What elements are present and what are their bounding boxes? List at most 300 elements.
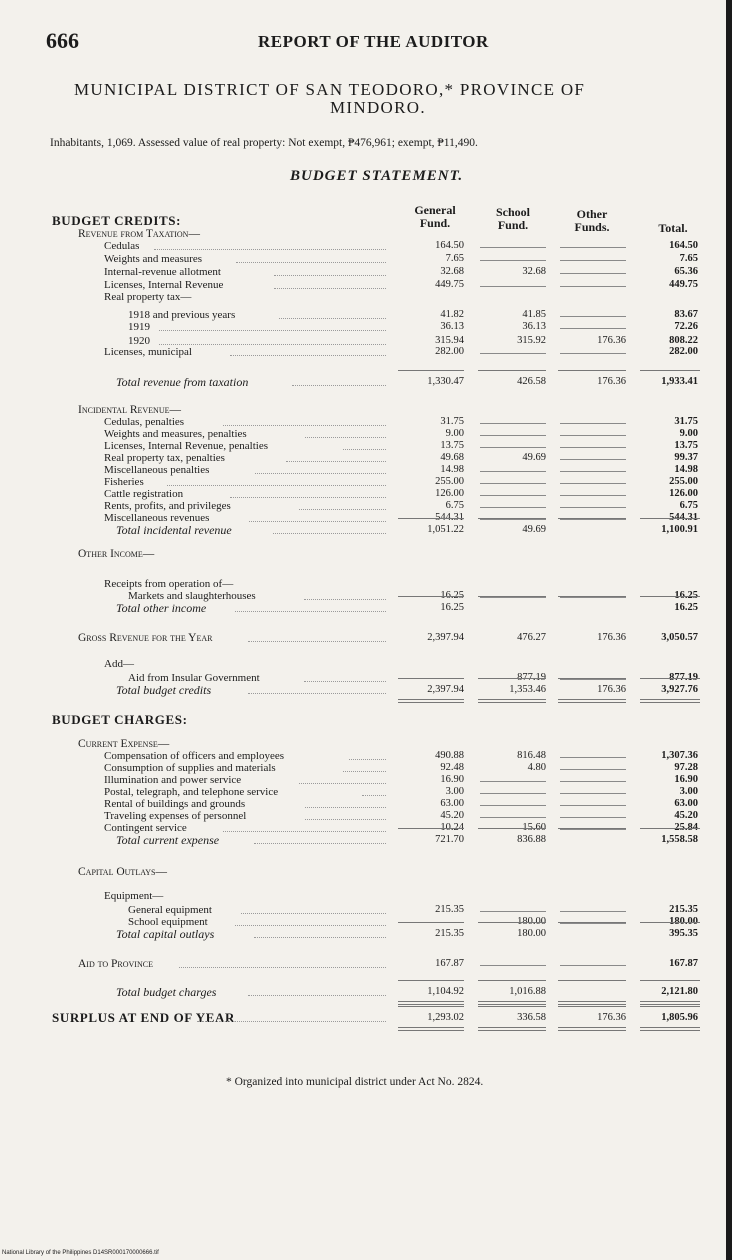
- empty-cell-rule: [560, 507, 626, 508]
- empty-cell-rule: [480, 435, 546, 436]
- leader-dots: [305, 437, 386, 438]
- value-total: 9.00: [679, 428, 698, 439]
- row-label: BUDGET CREDITS:: [52, 213, 182, 228]
- value-total: 255.00: [669, 476, 698, 487]
- table-row: [0, 488, 732, 500]
- value-general-fund: 31.75: [440, 416, 464, 427]
- value-school-fund: 36.13: [522, 321, 546, 332]
- double-rule: [478, 1001, 546, 1005]
- leader-dots: [230, 355, 386, 356]
- table-row: [0, 714, 732, 726]
- table-row: [0, 500, 732, 512]
- row-label: Real property tax—: [104, 291, 192, 303]
- value-school-fund: 476.27: [517, 632, 546, 643]
- value-general-fund: 49.68: [440, 452, 464, 463]
- value-total: 395.35: [669, 928, 698, 939]
- leader-dots: [235, 925, 386, 926]
- total-rule: [398, 828, 464, 829]
- value-general-fund: 3.00: [445, 786, 464, 797]
- value-school-fund: 180.00: [517, 916, 546, 927]
- empty-cell-rule: [560, 817, 626, 818]
- value-general-fund: 215.35: [435, 928, 464, 939]
- row-label: BUDGET CHARGES:: [52, 712, 188, 727]
- value-general-fund: 32.68: [440, 266, 464, 277]
- row-label: Weights and measures: [104, 253, 203, 265]
- value-general-fund: 255.00: [435, 476, 464, 487]
- value-total: 1,307.36: [661, 750, 698, 761]
- total-rule: [640, 370, 700, 371]
- empty-cell-rule: [560, 459, 626, 460]
- empty-cell-rule: [560, 923, 626, 924]
- total-rule: [640, 1006, 700, 1007]
- leader-dots: [273, 533, 386, 534]
- table-row: [0, 404, 732, 416]
- row-label: Licenses, Internal Revenue, penalties: [104, 440, 269, 452]
- table-row: [0, 309, 732, 321]
- row-label: Licenses, Internal Revenue: [104, 279, 224, 291]
- value-general-fund: 167.87: [435, 958, 464, 969]
- value-general-fund: 2,397.94: [427, 632, 464, 643]
- value-general-fund: 315.94: [435, 335, 464, 346]
- leader-dots: [304, 599, 386, 600]
- row-label: Postal, telegraph, and telephone service: [104, 786, 279, 798]
- total-rule: [398, 596, 464, 597]
- empty-cell-rule: [560, 757, 626, 758]
- total-rule: [640, 980, 700, 981]
- table-row: [0, 798, 732, 810]
- row-label: Add—: [104, 658, 134, 670]
- empty-cell-rule: [560, 273, 626, 274]
- empty-cell-rule: [560, 793, 626, 794]
- double-rule: [478, 1027, 546, 1031]
- value-school-fund: 426.58: [517, 376, 546, 387]
- row-label: Rental of buildings and grounds: [104, 798, 246, 810]
- table-row: [0, 279, 732, 291]
- table-row: [0, 416, 732, 428]
- empty-cell-rule: [560, 483, 626, 484]
- value-total: 126.00: [669, 488, 698, 499]
- total-rule: [398, 518, 464, 519]
- document-title-line-2: MINDORO.: [330, 98, 426, 117]
- total-rule: [558, 678, 626, 679]
- table-row: [0, 602, 732, 614]
- value-total: 3,927.76: [661, 684, 698, 695]
- leader-dots: [362, 795, 386, 796]
- table-row: [0, 215, 732, 227]
- value-general-fund: 449.75: [435, 279, 464, 290]
- leader-dots: [305, 807, 386, 808]
- empty-cell-rule: [480, 260, 546, 261]
- document-title-line-1: MUNICIPAL DISTRICT OF SAN TEODORO,* PROVINCE OF: [74, 80, 586, 99]
- inhabitants-line: Inhabitants, 1,069. Assessed value of real property: Not exempt, ₱476,961; exempt, ₱11,490.: [50, 137, 478, 149]
- row-label: Consumption of supplies and materials: [104, 762, 276, 774]
- row-label: Revenue from Taxation—: [78, 228, 200, 240]
- value-total: 6.75: [679, 500, 698, 511]
- leader-dots: [274, 275, 386, 276]
- row-label: Licenses, municipal: [104, 346, 192, 358]
- total-rule: [640, 828, 700, 829]
- value-total: 65.36: [674, 266, 698, 277]
- value-general-fund: 92.48: [440, 762, 464, 773]
- table-row: [0, 890, 732, 902]
- value-total: 808.22: [669, 335, 698, 346]
- empty-cell-rule: [560, 911, 626, 912]
- value-school-fund: 180.00: [517, 928, 546, 939]
- leader-dots: [223, 831, 386, 832]
- empty-cell-rule: [560, 447, 626, 448]
- value-general-fund: 14.98: [440, 464, 464, 475]
- leader-dots: [299, 783, 386, 784]
- table-row: [0, 548, 732, 560]
- value-general-fund: 36.13: [440, 321, 464, 332]
- empty-cell-rule: [560, 495, 626, 496]
- row-label: School equipment: [128, 916, 208, 928]
- total-rule: [558, 370, 626, 371]
- row-label: General equipment: [128, 904, 212, 916]
- table-row: [0, 428, 732, 440]
- empty-cell-rule: [480, 507, 546, 508]
- value-total: 14.98: [674, 464, 698, 475]
- value-total: 45.20: [674, 810, 698, 821]
- leader-dots: [343, 449, 386, 450]
- leader-dots: [254, 937, 386, 938]
- leader-dots: [286, 461, 386, 462]
- row-label: Total budget credits: [116, 683, 212, 697]
- table-row: [0, 928, 732, 940]
- value-total: 13.75: [674, 440, 698, 451]
- scan-imprint: National Library of the Philippines D14SR000170000666.tif: [2, 1250, 159, 1256]
- table-row: [0, 452, 732, 464]
- row-label: Incidental Revenue—: [78, 404, 181, 416]
- value-total: 3.00: [679, 786, 698, 797]
- value-total: 72.26: [674, 321, 698, 332]
- total-rule: [558, 828, 626, 829]
- value-other-funds: 176.36: [597, 335, 626, 346]
- row-label: SURPLUS AT END OF YEAR: [52, 1010, 235, 1025]
- value-school-fund: 49.69: [522, 452, 546, 463]
- value-general-fund: 164.50: [435, 240, 464, 251]
- running-head: REPORT OF THE AUDITOR: [258, 32, 489, 51]
- value-general-fund: 16.90: [440, 774, 464, 785]
- total-rule: [478, 828, 546, 829]
- table-row: [0, 684, 732, 696]
- value-general-fund: 1,104.92: [427, 986, 464, 997]
- empty-cell-rule: [480, 286, 546, 287]
- empty-cell-rule: [560, 829, 626, 830]
- value-total: 1,100.91: [661, 524, 698, 535]
- column-header-school-fund: School Fund.: [495, 205, 530, 232]
- value-general-fund: 41.82: [440, 309, 464, 320]
- value-general-fund: 63.00: [440, 798, 464, 809]
- value-school-fund: 336.58: [517, 1012, 546, 1023]
- value-total: 215.35: [669, 904, 698, 915]
- table-row: [0, 228, 732, 240]
- empty-cell-rule: [480, 911, 546, 912]
- double-rule: [398, 1027, 464, 1031]
- value-total: 1,805.96: [661, 1012, 698, 1023]
- table-row: [0, 774, 732, 786]
- row-label: 1919: [128, 321, 150, 333]
- table-row: [0, 904, 732, 916]
- row-label: Real property tax, penalties: [104, 452, 225, 464]
- row-label: Receipts from operation of—: [104, 578, 234, 590]
- value-total: 3,050.57: [661, 632, 698, 643]
- total-rule: [478, 518, 546, 519]
- row-label: Rents, profits, and privileges: [104, 500, 231, 512]
- row-label: Total revenue from taxation: [116, 375, 249, 389]
- empty-cell-rule: [480, 781, 546, 782]
- row-label: 1918 and previous years: [128, 309, 236, 321]
- empty-cell-rule: [560, 769, 626, 770]
- value-school-fund: 1,353.46: [509, 684, 546, 695]
- leader-dots: [249, 521, 386, 522]
- empty-cell-rule: [560, 519, 626, 520]
- value-other-funds: 176.36: [597, 1012, 626, 1023]
- value-total: 167.87: [669, 958, 698, 969]
- value-total: 2,121.80: [661, 986, 698, 997]
- leader-dots: [167, 485, 386, 486]
- empty-cell-rule: [560, 423, 626, 424]
- value-general-fund: 1,051.22: [427, 524, 464, 535]
- table-row: [0, 266, 732, 278]
- leader-dots: [197, 1021, 386, 1022]
- value-total: 63.00: [674, 798, 698, 809]
- value-total: 7.65: [679, 253, 698, 264]
- empty-cell-rule: [560, 679, 626, 680]
- value-school-fund: 315.92: [517, 335, 546, 346]
- leader-dots: [159, 344, 386, 345]
- value-total: 1,558.58: [661, 834, 698, 845]
- table-row: [0, 321, 732, 333]
- table-row: [0, 240, 732, 252]
- value-general-fund: 2,397.94: [427, 684, 464, 695]
- value-general-fund: 10.24: [440, 822, 464, 833]
- row-label: Illumination and power service: [104, 774, 242, 786]
- value-total: 16.90: [674, 774, 698, 785]
- row-label: Weights and measures, penalties: [104, 428, 247, 440]
- value-total: 282.00: [669, 346, 698, 357]
- value-total: 16.25: [674, 590, 698, 601]
- row-label: Fisheries: [104, 476, 144, 488]
- value-total: 31.75: [674, 416, 698, 427]
- empty-cell-rule: [560, 435, 626, 436]
- row-label: Other Income—: [78, 548, 155, 560]
- double-rule: [398, 1001, 464, 1005]
- leader-dots: [343, 771, 386, 772]
- value-general-fund: 1,330.47: [427, 376, 464, 387]
- value-total: 1,933.41: [661, 376, 698, 387]
- table-row: [0, 786, 732, 798]
- double-rule: [640, 1001, 700, 1005]
- table-row: [0, 578, 732, 590]
- leader-dots: [274, 288, 386, 289]
- value-total: 180.00: [669, 916, 698, 927]
- table-row: [0, 738, 732, 750]
- total-rule: [478, 596, 546, 597]
- budget-statement-title: BUDGET STATEMENT.: [290, 168, 464, 184]
- empty-cell-rule: [560, 260, 626, 261]
- empty-cell-rule: [480, 495, 546, 496]
- value-total: 544.31: [669, 512, 698, 523]
- table-row: [0, 762, 732, 774]
- row-label: Total budget charges: [116, 985, 217, 999]
- double-rule: [640, 699, 700, 703]
- value-other-funds: 176.36: [597, 376, 626, 387]
- leader-dots: [248, 995, 386, 996]
- value-general-fund: 721.70: [435, 834, 464, 845]
- total-rule: [478, 1006, 546, 1007]
- total-rule: [558, 980, 626, 981]
- leader-dots: [248, 693, 386, 694]
- empty-cell-rule: [480, 519, 546, 520]
- row-label: Miscellaneous penalties: [104, 464, 210, 476]
- row-label: Cattle registration: [104, 488, 184, 500]
- empty-cell-rule: [480, 805, 546, 806]
- value-total: 25.84: [674, 822, 698, 833]
- value-total: 16.25: [674, 602, 698, 613]
- column-header-general-fund: General Fund.: [414, 203, 456, 230]
- empty-cell-rule: [480, 817, 546, 818]
- empty-cell-rule: [560, 965, 626, 966]
- double-rule: [640, 1027, 700, 1031]
- table-row: [0, 986, 732, 998]
- empty-cell-rule: [560, 353, 626, 354]
- empty-cell-rule: [480, 247, 546, 248]
- value-general-fund: 45.20: [440, 810, 464, 821]
- row-label: Total incidental revenue: [116, 523, 232, 537]
- value-general-fund: 544.31: [435, 512, 464, 523]
- table-row: [0, 958, 732, 970]
- leader-dots: [248, 641, 386, 642]
- empty-cell-rule: [560, 597, 626, 598]
- value-general-fund: 6.75: [445, 500, 464, 511]
- row-label: Markets and slaughterhouses: [128, 590, 256, 602]
- row-label: Total capital outlays: [116, 927, 215, 941]
- value-total: 83.67: [674, 309, 698, 320]
- total-rule: [398, 1006, 464, 1007]
- total-rule: [398, 980, 464, 981]
- row-label: Cedulas: [104, 240, 140, 252]
- value-total: 97.28: [674, 762, 698, 773]
- value-school-fund: 49.69: [522, 524, 546, 535]
- empty-cell-rule: [560, 471, 626, 472]
- empty-cell-rule: [560, 805, 626, 806]
- leader-dots: [230, 497, 386, 498]
- page-number: 666: [46, 28, 79, 53]
- row-label: Current Expense—: [78, 738, 170, 750]
- row-label: Compensation of officers and employees: [104, 750, 285, 762]
- column-header-other-funds: Other Funds.: [574, 207, 610, 234]
- leader-dots: [305, 819, 386, 820]
- empty-cell-rule: [560, 328, 626, 329]
- total-rule: [398, 922, 464, 923]
- total-rule: [558, 518, 626, 519]
- leader-dots: [279, 318, 386, 319]
- value-total: 99.37: [674, 452, 698, 463]
- table-row: [0, 291, 732, 303]
- total-rule: [478, 678, 546, 679]
- empty-cell-rule: [480, 483, 546, 484]
- leader-dots: [241, 913, 386, 914]
- leader-dots: [254, 843, 386, 844]
- row-label: Contingent service: [104, 822, 187, 834]
- total-rule: [558, 1006, 626, 1007]
- total-rule: [478, 370, 546, 371]
- row-label: Total other income: [116, 601, 207, 615]
- total-rule: [558, 922, 626, 923]
- value-school-fund: 816.48: [517, 750, 546, 761]
- total-rule: [640, 678, 700, 679]
- value-school-fund: 836.88: [517, 834, 546, 845]
- empty-cell-rule: [480, 965, 546, 966]
- leader-dots: [255, 473, 386, 474]
- page-edge: [726, 0, 732, 1260]
- row-label: Gross Revenue for the Year: [78, 632, 213, 644]
- double-rule: [558, 699, 626, 703]
- table-row: [0, 376, 732, 388]
- row-label: Total current expense: [116, 833, 220, 847]
- row-label: Internal-revenue allotment: [104, 266, 221, 278]
- value-total: 877.19: [669, 672, 698, 683]
- value-general-fund: 9.00: [445, 428, 464, 439]
- value-general-fund: 7.65: [445, 253, 464, 264]
- total-rule: [398, 678, 464, 679]
- double-rule: [558, 1001, 626, 1005]
- empty-cell-rule: [560, 781, 626, 782]
- empty-cell-rule: [480, 447, 546, 448]
- empty-cell-rule: [560, 247, 626, 248]
- total-rule: [640, 922, 700, 923]
- value-school-fund: 877.19: [517, 672, 546, 683]
- row-label: Cedulas, penalties: [104, 416, 185, 428]
- row-label: Equipment—: [104, 890, 164, 902]
- total-rule: [478, 922, 546, 923]
- leader-dots: [235, 611, 386, 612]
- value-school-fund: 41.85: [522, 309, 546, 320]
- value-other-funds: 176.36: [597, 632, 626, 643]
- total-rule: [640, 518, 700, 519]
- table-row: [0, 524, 732, 536]
- table-row: [0, 866, 732, 878]
- table-row: [0, 658, 732, 670]
- leader-dots: [154, 249, 386, 250]
- empty-cell-rule: [480, 423, 546, 424]
- double-rule: [558, 1027, 626, 1031]
- row-label: Capital Outlays—: [78, 866, 167, 878]
- leader-dots: [299, 509, 386, 510]
- double-rule: [478, 699, 546, 703]
- empty-cell-rule: [480, 597, 546, 598]
- row-label: Traveling expenses of personnel: [104, 810, 247, 822]
- table-row: [0, 810, 732, 822]
- total-rule: [558, 596, 626, 597]
- total-rule: [398, 370, 464, 371]
- table-row: [0, 253, 732, 265]
- table-row: [0, 464, 732, 476]
- total-rule: [640, 596, 700, 597]
- leader-dots: [349, 759, 386, 760]
- double-rule: [398, 699, 464, 703]
- table-row: [0, 476, 732, 488]
- table-row: [0, 440, 732, 452]
- total-rule: [478, 980, 546, 981]
- leader-dots: [159, 330, 386, 331]
- row-label: Aid from Insular Government: [128, 672, 260, 684]
- value-general-fund: 215.35: [435, 904, 464, 915]
- value-general-fund: 490.88: [435, 750, 464, 761]
- leader-dots: [179, 967, 387, 968]
- footnote: * Organized into municipal district under Act No. 2824.: [226, 1076, 484, 1088]
